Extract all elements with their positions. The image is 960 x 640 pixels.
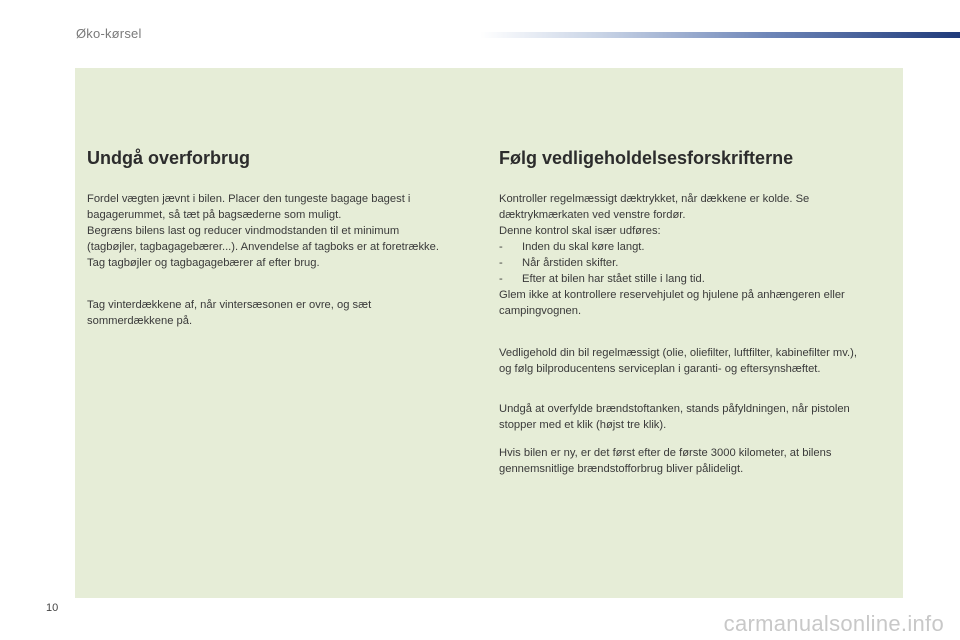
right-paragraph-2 (499, 345, 891, 377)
right-heading: Følg vedligeholdelsesforskrifterne (499, 148, 794, 168)
bullet-item (499, 255, 891, 271)
bullet-text: Efter at bilen har stået stille i lang tid. (522, 273, 705, 285)
text-line: Begræns bilens last og reducer vindmodstanden til et minimum (87, 225, 400, 237)
page-header-title: Øko-kørsel (76, 26, 142, 41)
text-line: Fordel vægten jævnt i bilen. Placer den tungeste bagage bagest i (87, 193, 411, 205)
left-heading: Undgå overforbrug (87, 148, 251, 168)
header-gradient-bar (480, 32, 960, 38)
right-paragraph-1 (499, 191, 891, 239)
text-line: stopper med et klik (højst tre klik). (499, 419, 667, 431)
text-line: Hvis bilen er ny, er det først efter de første 3000 kilometer, at bilens (499, 447, 832, 459)
page-number: 10 (46, 602, 59, 614)
right-paragraph-1-outro (499, 287, 891, 319)
text-line: dæktrykmærkaten ved venstre fordør. (499, 209, 686, 221)
text-line: (tagbøjler, tagbagagebærer...). Anvendelse af tagboks er at foretrække. (87, 241, 439, 253)
left-paragraph-2 (87, 297, 479, 329)
text-line: Undgå at overfylde brændstoftanken, stands påfyldningen, når pistolen (499, 403, 850, 415)
bullet-text: Når årstiden skifter. (522, 257, 619, 269)
text-line: Glem ikke at kontrollere reservehjulet og hjulene på anhængeren eller (499, 289, 845, 301)
text-line: Kontroller regelmæssigt dæktrykket, når dækkene er kolde. Se (499, 193, 810, 205)
left-column (87, 148, 479, 329)
text-line: bagagerummet, så tæt på bagsæderne som muligt. (87, 209, 342, 221)
right-paragraph-3 (499, 401, 891, 433)
left-paragraph-1 (87, 191, 479, 271)
text-line: og følg bilproducentens serviceplan i garanti- og eftersynshæftet. (499, 363, 821, 375)
bullet-dash: - (499, 257, 503, 269)
right-paragraph-4 (499, 445, 891, 477)
text-line: Denne kontrol skal især udføres: (499, 225, 661, 237)
text-line: Tag vinterdækkene af, når vintersæsonen er ovre, og sæt (87, 299, 372, 311)
content-panel (75, 68, 903, 598)
right-column (499, 148, 891, 477)
text-line: sommerdækkene på. (87, 315, 193, 327)
bullet-dash: - (499, 273, 503, 285)
text-line: Vedligehold din bil regelmæssigt (olie, oliefilter, luftfilter, kabinefilter mv.), (499, 347, 857, 359)
text-line: campingvognen. (499, 305, 582, 317)
text-line: gennemsnitlige brændstofforbrug bliver pålideligt. (499, 463, 744, 475)
bullet-item (499, 271, 891, 287)
bullet-dash: - (499, 241, 503, 253)
bullet-text: Inden du skal køre langt. (522, 241, 645, 253)
bullet-item (499, 239, 891, 255)
text-line: Tag tagbøjler og tagbagagebærer af efter brug. (87, 257, 320, 269)
watermark-text[interactable]: carmanualsonline.info (723, 611, 944, 636)
